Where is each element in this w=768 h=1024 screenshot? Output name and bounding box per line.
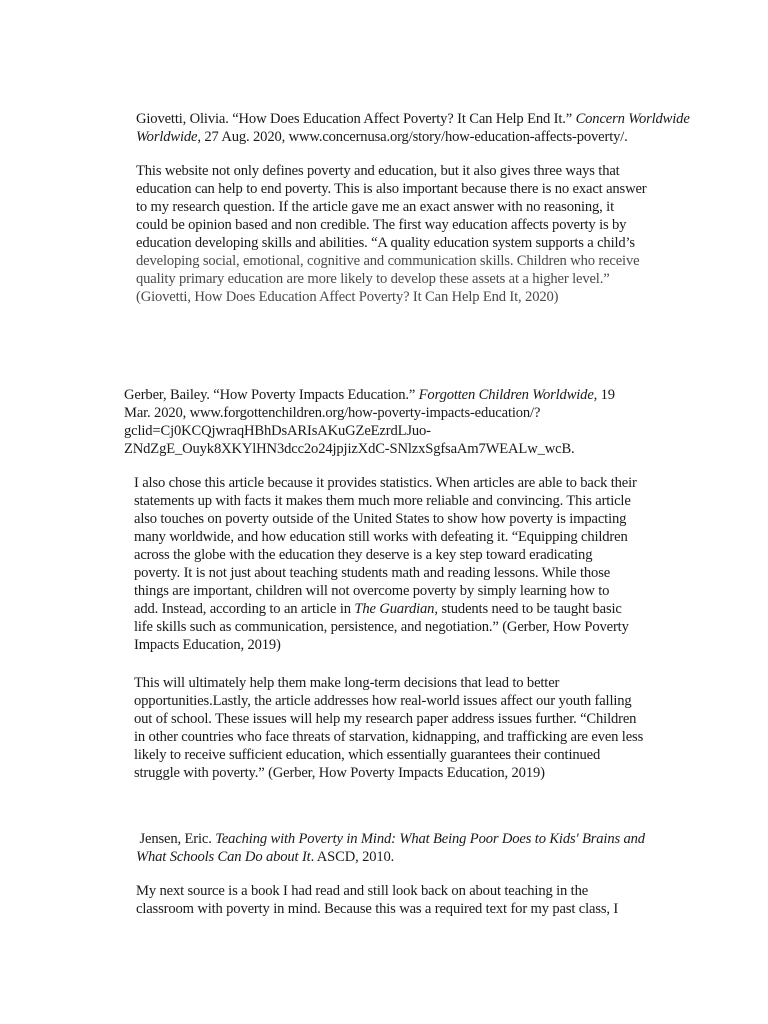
annotation-jensen [136,882,656,918]
paragraph-line: poverty. It is not just about teaching students math and reading lessons. While those [134,565,611,581]
citation-details: , 27 Aug. 2020, www.concernusa.org/story/how-education-affects-poverty/. [197,129,628,145]
citation-line: gclid=Cj0KCQjwraqHBhDsARIsAKuGZeEzrdLJuo- [124,423,431,439]
paragraph-line: many worldwide, and how education still works with defeating it. “Equipping children [134,529,628,545]
citation-line: Mar. 2020, www.forgottenchildren.org/how-poverty-impacts-education/? [124,405,541,421]
citation-book-title-cont: What Schools Can Do about It [136,849,311,865]
citation-line [136,128,696,146]
citation-gerber [124,386,664,458]
paragraph-line: classroom with poverty in mind. Because this was a required text for my past class, I [136,901,619,917]
paragraph-line: education developing skills and abilities. “A quality education system supports a child’s [136,235,635,251]
paragraph-line: This will ultimately help them make long-term decisions that lead to better [134,675,560,691]
paragraph-line: quality primary education are more likely to develop these assets at a higher level.” [136,271,610,287]
paragraph-line: could be opinion based and non credible. The first way education affects poverty is by [136,217,627,233]
paragraph-text: add. Instead, according to an article in [134,601,355,617]
citation-source-cont: Worldwide [136,129,198,145]
paragraph-line: education can help to end poverty. This is also important because there is no exact answer [136,181,647,197]
citation-author: Giovetti, Olivia. [136,111,233,127]
citation-details: , 19 [593,387,615,403]
paragraph-line: also touches on poverty outside of the United States to show how poverty is impacting [134,511,627,527]
citation-line [124,386,664,404]
citation-jensen [136,830,704,866]
paragraph-line: I also chose this article because it provides statistics. When articles are able to back their [134,475,637,491]
citation-source: Concern Worldwide [575,111,690,127]
citation-details: . ASCD, 2010. [310,849,395,865]
paragraph-line: My next source is a book I had read and still look back on about teaching in the [136,883,589,899]
citation-line [136,110,696,128]
paragraph-line: to my research question. If the article gave me an exact answer with no reasoning, it [136,199,614,215]
paragraph-line: in other countries who face threats of starvation, kidnapping, and trafficking are even less [134,729,644,745]
paragraph-line: likely to receive sufficient education, which essentially guarantees their continued [134,747,601,763]
citation-author: Gerber, Bailey. [124,387,214,403]
citation-author: Jensen, Eric. [136,831,216,847]
citation-line [136,830,704,848]
citation-source: Forgotten Children Worldwide [418,387,594,403]
annotation-gerber-1 [134,474,682,654]
paragraph-line: This website not only defines poverty and education, but it also gives three ways that [136,163,620,179]
paragraph-line: Impacts Education, 2019) [134,637,281,653]
paragraph-line: statements up with facts it makes them much more reliable and convincing. This article [134,493,631,509]
citation-title: “How Does Education Affect Poverty? It Can Help End It.” [232,111,576,127]
paragraph-line: things are important, children will not overcome poverty by simply learning how to [134,583,610,599]
paragraph-line: across the globe with the education they deserve is a key step toward eradicating [134,547,593,563]
paragraph-line: (Giovetti, How Does Education Affect Poverty? It Can Help End It, 2020) [136,289,559,305]
paragraph-line: life skills such as communication, persistence, and negotiation.” (Gerber, How Poverty [134,619,629,635]
citation-line: ZNdZgE_Ouyk8XKYlHN3dcc2o24jpjizXdC-SNlzxSgfsaAm7WEALw_wcB. [124,441,575,457]
citation-giovetti [136,110,696,146]
quoted-source: The Guardian [354,601,435,617]
citation-book-title: Teaching with Poverty in Mind: What Being Poor Does to Kids' Brains and [215,831,645,847]
paragraph-line: opportunities.Lastly, the article addresses how real-world issues affect our youth falling [134,693,632,709]
citation-title: “How Poverty Impacts Education.” [213,387,419,403]
paragraph-line: developing social, emotional, cognitive and communication skills. Children who receive [136,253,640,269]
paragraph-line [134,600,682,618]
annotation-gerber-2 [134,674,682,782]
paragraph-line: out of school. These issues will help my research paper address issues further. “Children [134,711,637,727]
citation-line [136,848,704,866]
annotation-giovetti [136,162,676,306]
paragraph-line: struggle with poverty.” (Gerber, How Poverty Impacts Education, 2019) [134,765,545,781]
paragraph-text: , students need to be taught basic [434,601,622,617]
